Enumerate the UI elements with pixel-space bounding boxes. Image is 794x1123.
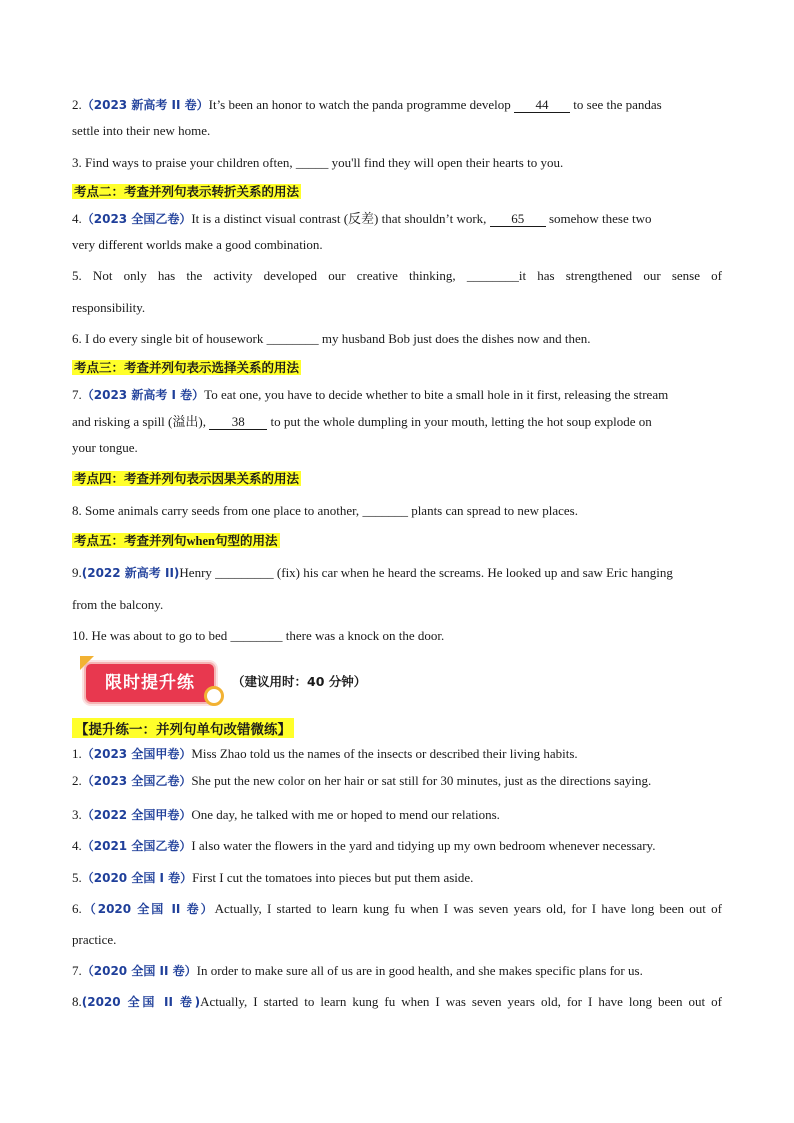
question-text: plants can spread to new places. xyxy=(411,503,578,518)
exercise-6 xyxy=(72,900,722,918)
exercise-number: 8. xyxy=(72,994,82,1009)
exercise-8 xyxy=(72,993,722,1011)
topic-heading-text: 句型的用法 xyxy=(215,533,278,548)
question-4 xyxy=(72,210,722,228)
exercise-number: 3. xyxy=(72,807,82,822)
topic-keyword: when xyxy=(186,534,215,548)
question-text: it has strengthened our sense of xyxy=(518,268,723,283)
exercise-number: 2. xyxy=(72,773,82,788)
question-5-continued: responsibility. xyxy=(72,300,146,315)
exercise-1 xyxy=(72,745,722,763)
answer-blank[interactable]: _______ xyxy=(362,503,408,518)
answer-blank[interactable]: ________ xyxy=(230,628,283,643)
question-text: to put the whole dumpling in your mouth, letting the hot soup explode on xyxy=(270,414,652,429)
question-9 xyxy=(72,564,722,582)
answer-blank[interactable]: 65 xyxy=(490,212,546,227)
question-4-continued: very different worlds make a good combination. xyxy=(72,237,323,252)
topic-heading: 考点二：考查并列句表示转折关系的用法 xyxy=(74,184,300,199)
question-text: It is a distinct visual contrast (反差) that shouldn’t work, xyxy=(191,211,487,226)
exercise-2 xyxy=(72,772,722,790)
exercise-text: Miss Zhao told us the names of the insects or described their living habits. xyxy=(191,746,578,761)
exercise-source: （2022 全国甲卷） xyxy=(81,808,192,822)
question-source: （2023 新高考 II 卷） xyxy=(81,98,209,112)
exercise-number: 5. xyxy=(72,870,82,885)
question-text: to see the pandas xyxy=(573,97,662,112)
answer-blank[interactable]: 44 xyxy=(514,98,570,113)
topic-heading: 考点三：考查并列句表示选择关系的用法 xyxy=(74,360,300,375)
question-5 xyxy=(72,267,722,285)
question-text: my husband Bob just does the dishes now and then. xyxy=(321,331,591,346)
answer-blank[interactable]: ________ xyxy=(266,331,319,346)
question-text: 8. Some animals carry seeds from one place to another, xyxy=(72,503,360,518)
question-text: and risking a spill (溢出), xyxy=(72,414,206,429)
question-text: (fix) his car when he heard the screams. He looked up and saw Eric hanging xyxy=(276,565,673,580)
answer-blank[interactable]: _________ xyxy=(215,565,274,580)
question-text: somehow these two xyxy=(548,211,652,226)
question-7 xyxy=(72,386,722,404)
question-source: (2022 新高考 II) xyxy=(81,566,180,580)
exercise-text: In order to make sure all of us are in good health, and she makes specific plans for us. xyxy=(196,963,643,978)
exercise-source: （2020 全国 II 卷） xyxy=(81,902,215,916)
exercise-text: I also water the flowers in the yard and tidying up my own bedroom whenever necessary. xyxy=(191,838,656,853)
question-text: you'll find they will open their hearts to you. xyxy=(331,155,564,170)
question-number: 2. xyxy=(72,97,82,112)
banner-corner-decoration xyxy=(80,656,94,670)
question-text: there was a knock on the door. xyxy=(285,628,445,643)
question-7-continued: your tongue. xyxy=(72,440,138,455)
question-text: 3. Find ways to praise your children often, xyxy=(72,155,293,170)
exercise-source: （2021 全国乙卷） xyxy=(81,839,192,853)
question-10 xyxy=(72,627,722,645)
topic-5-heading xyxy=(72,532,722,550)
exercise-source: （2020 全国 I 卷） xyxy=(81,871,193,885)
exercise-text: First I cut the tomatoes into pieces but put them aside. xyxy=(192,870,474,885)
topic-3-heading xyxy=(72,359,722,377)
exercise-7 xyxy=(72,962,722,980)
exercise-number: 6. xyxy=(72,901,82,916)
exercise-source: （2023 全国甲卷） xyxy=(81,747,192,761)
question-7-line-2 xyxy=(72,413,722,431)
question-text: 6. I do every single bit of housework xyxy=(72,331,264,346)
topic-heading xyxy=(72,533,280,548)
question-number: 4. xyxy=(72,211,82,226)
exercise-source: (2020 全国 II 卷) xyxy=(81,995,201,1009)
question-text: 5. Not only has the activity developed our creative thinking, xyxy=(72,268,456,283)
topic-heading: 考点四：考查并列句表示因果关系的用法 xyxy=(74,471,300,486)
question-text: 10. He was about to go to bed xyxy=(72,628,228,643)
topic-heading-text: 考点五：考查并列句 xyxy=(74,533,187,548)
question-6 xyxy=(72,330,722,348)
question-number: 9. xyxy=(72,565,82,580)
exercise-source: （2023 全国乙卷） xyxy=(81,774,192,788)
question-8 xyxy=(72,502,722,520)
suggested-time: （建议用时：40 分钟） xyxy=(232,674,367,689)
section-title: 【提升练一：并列句单句改错微练】 xyxy=(72,718,294,738)
answer-blank[interactable]: ________ xyxy=(466,268,519,283)
exercise-text: Actually, I started to learn kung fu when I was seven years old, for I have long been out of xyxy=(214,901,722,916)
exercise-4 xyxy=(72,837,722,855)
exercise-text: She put the new color on her hair or sat still for 30 minutes, just as the directions saying. xyxy=(191,773,652,788)
question-text: It’s been an honor to watch the panda programme develop xyxy=(208,97,511,112)
answer-blank[interactable]: _____ xyxy=(295,155,329,170)
question-2 xyxy=(72,96,722,114)
answer-blank[interactable]: 38 xyxy=(209,415,267,430)
exercise-number: 1. xyxy=(72,746,82,761)
question-source: （2023 全国乙卷） xyxy=(81,212,192,226)
topic-4-heading xyxy=(72,470,722,488)
exercise-text: One day, he talked with me or hoped to mend our relations. xyxy=(191,807,500,822)
exercise-6-continued: practice. xyxy=(72,932,117,947)
exercise-text: Actually, I started to learn kung fu when I was seven years old, for I have long been out of xyxy=(200,994,722,1009)
question-3 xyxy=(72,154,722,172)
exercise-source: （2020 全国 II 卷） xyxy=(81,964,197,978)
timed-practice-banner xyxy=(80,656,230,710)
banner-ring-decoration xyxy=(204,686,224,706)
topic-2-heading xyxy=(72,183,722,201)
exercise-3 xyxy=(72,806,722,824)
exercise-number: 4. xyxy=(72,838,82,853)
question-2-continued: settle into their new home. xyxy=(72,123,211,138)
exercise-number: 7. xyxy=(72,963,82,978)
banner-label: 限时提升练 xyxy=(84,662,216,704)
exercise-5 xyxy=(72,869,722,887)
question-text: To eat one, you have to decide whether to bite a small hole in it first, releasing the stream xyxy=(204,387,669,402)
question-number: 7. xyxy=(72,387,82,402)
question-9-continued: from the balcony. xyxy=(72,597,164,612)
question-source: （2023 新高考 I 卷） xyxy=(81,388,205,402)
question-text: Henry xyxy=(179,565,212,580)
